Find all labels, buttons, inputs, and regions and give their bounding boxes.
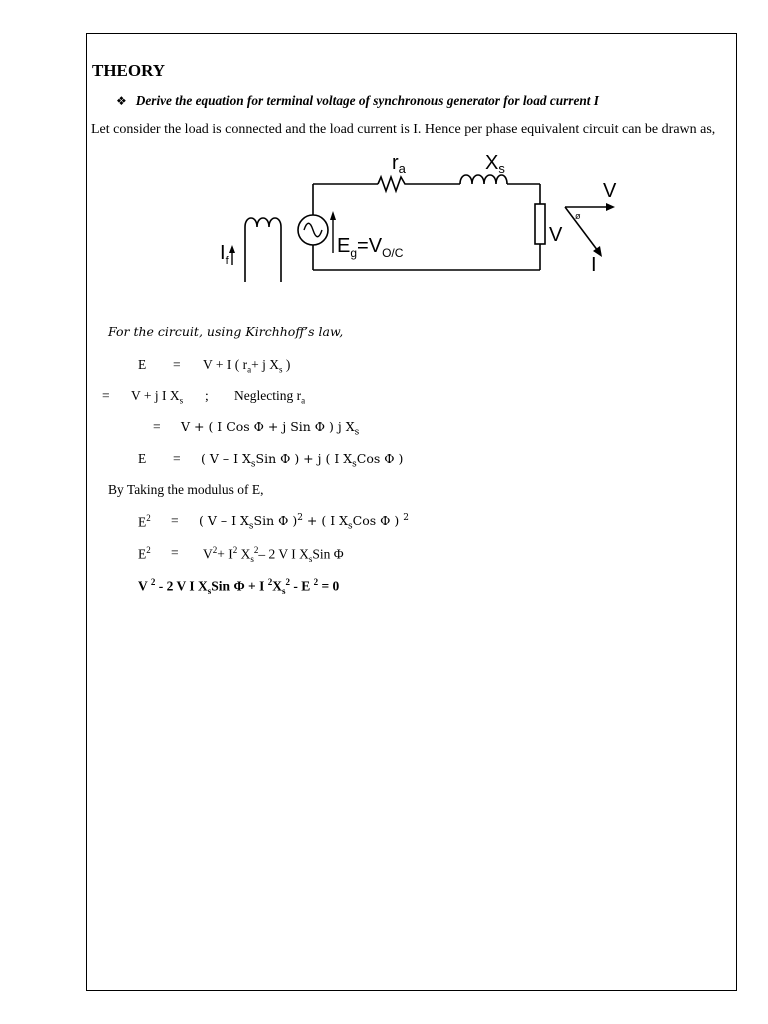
phasor-diagram [565, 203, 615, 257]
equation-3-equals: = [153, 419, 161, 434]
emf-label: $E_g=V_{O/C}$ [337, 235, 404, 260]
reactance-label: $X_s$ [485, 152, 505, 176]
equation-4-lhs: E [138, 451, 147, 466]
equation-2-separator: ; [205, 388, 209, 403]
equation-2-equals: = [102, 388, 110, 403]
kirchhoff-intro: For the circuit, using Kirchhoff’s law, [108, 324, 344, 339]
equation-3-rhs: V + ( I Cos Φ + j Sin Φ ) j $X_s$ [181, 419, 360, 438]
equation-6-lhs: $E^2$ [138, 545, 151, 562]
equation-6-equals: = [171, 545, 179, 560]
equation-5-lhs: $E^2$ [138, 513, 151, 530]
resistance-label: $r_a$ [392, 152, 406, 176]
field-current-label: $I_f$ [220, 242, 229, 267]
equation-5-equals: = [171, 513, 179, 528]
phasor-angle-label: ø [575, 211, 581, 221]
ac-source-icon [298, 215, 328, 245]
equation-5-rhs: ( V – I $X_sSin$ Φ )$^2$ + ( I $X_sCos$ Φ ) $^2$ [199, 513, 409, 532]
equation-1-rhs: V + I ( $r_a+ j$ $X_s$ ) [203, 357, 291, 375]
emf-arrow [330, 211, 336, 253]
equivalent-circuit-diagram [215, 147, 625, 287]
field-winding [245, 218, 281, 282]
field-current-arrow [229, 245, 235, 265]
equation-6-rhs: $V^2+ I^2$ $X_s^2-$ 2 V I $X_sSin$ Φ [203, 545, 344, 565]
synchronous-reactance-symbol [460, 175, 507, 184]
modulus-text: By Taking the modulus of E, [108, 482, 264, 497]
page-heading: THEORY [92, 61, 166, 80]
diamond-bullet-icon: ❖ [116, 94, 127, 108]
final-equation: V $^2$ - 2 V I $X_sSin$ Φ + I $^2X_s^2$ - E $^2$ = 0 [138, 577, 340, 597]
intro-paragraph: Let consider the load is connected and the load current is I. Hence per phase equivalent circuit can be drawn as, [91, 122, 716, 137]
equation-2-note: Neglecting $r_a$ [234, 388, 306, 406]
phasor-v-label: V [603, 180, 617, 202]
equation-4-rhs: ( V – I $X_sSin$ Φ ) + j ( I $X_sCos$ Φ ) [201, 451, 404, 470]
bullet-item [116, 93, 599, 109]
equation-2-rhs: V + j I $X_s$ [131, 388, 184, 406]
equation-4-equals: = [173, 451, 181, 466]
equation-1-lhs: E [138, 357, 147, 372]
bullet-text: Derive the equation for terminal voltage of synchronous generator for load current I [135, 93, 599, 108]
terminal-voltage-label: V [549, 224, 563, 246]
circuit-wires [313, 184, 540, 270]
load-symbol [535, 204, 545, 244]
equation-1-equals: = [173, 357, 181, 372]
phasor-i-label: I [591, 254, 597, 276]
armature-resistance-symbol [378, 177, 407, 191]
